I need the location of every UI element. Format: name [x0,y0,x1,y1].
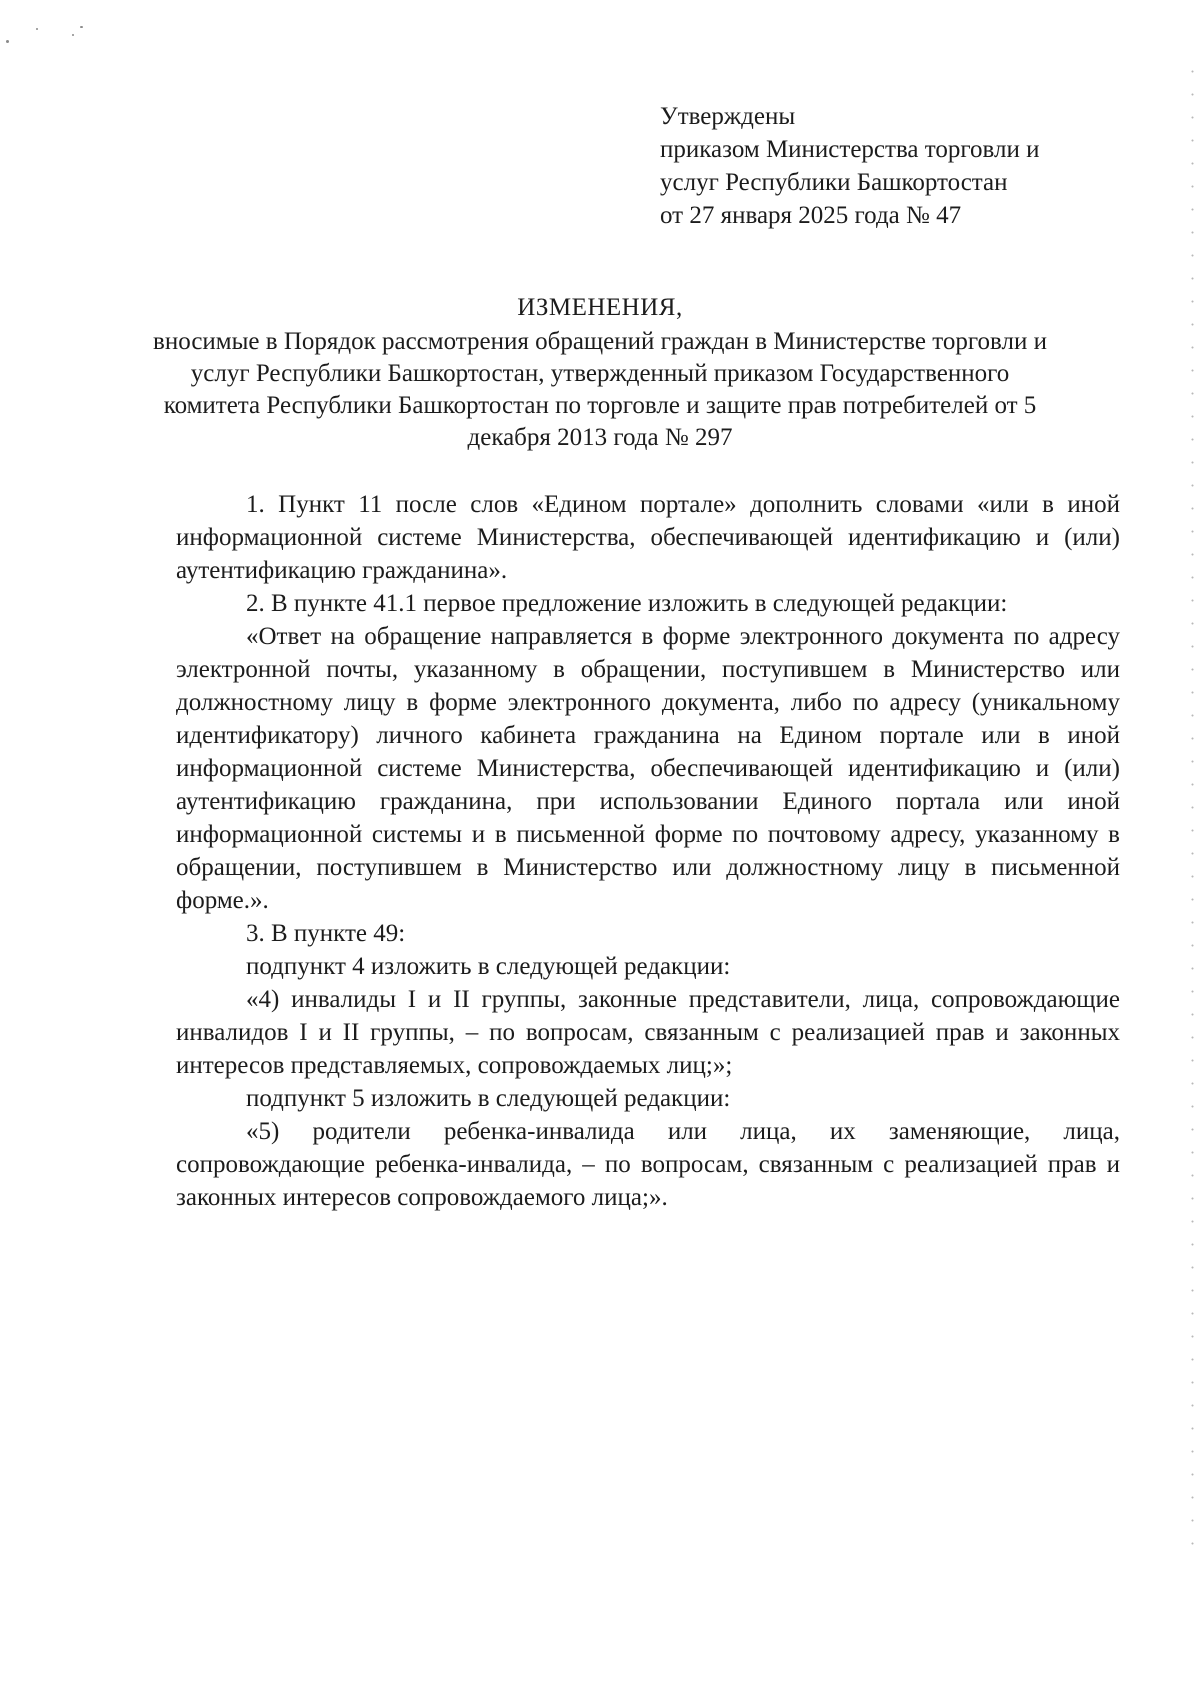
document-title-block [150,292,1050,454]
paragraph: 2. В пункте 41.1 первое предложение изложить в следующей редакции: [246,590,1008,617]
paragraph: «5) родители ребенка-инвалида или лица, их заменяющие, лица, сопровождающие ребенка-инвалида, – по вопросам, связанным с реализацией прав и законных интересов сопровождаемого лица;». [176,1118,1120,1211]
approval-stamp-block [660,100,1180,232]
scan-speck [80,26,83,28]
scan-speck [72,34,74,36]
scan-edge-marks [1191,60,1194,1560]
paragraph: подпункт 4 изложить в следующей редакции: [246,953,731,980]
document-body [176,488,1120,1214]
scan-speck [6,40,9,43]
document-heading: ИЗМЕНЕНИЯ, [517,294,683,321]
paragraph: 1. Пункт 11 после слов «Едином портале» дополнить словами «или в иной информационной системе Министерства, обеспечивающей идентификацию и (или) аутентификацию гражданина». [176,491,1120,584]
paragraph: подпункт 5 изложить в следующей редакции: [246,1085,731,1112]
paragraph: «4) инвалиды I и II группы, законные представители, лица, сопровождающие инвалидов I и II группы, – по вопросам, связанным с реализацией прав и законных интересов представляемых, сопровождаемых лиц;»; [176,986,1120,1079]
paragraph: 3. В пункте 49: [246,920,406,947]
approval-line: от 27 января 2025 года № 47 [660,202,962,229]
approval-line: Утверждены [660,103,796,130]
scan-speck [36,28,38,30]
approval-line: приказом Министерства торговли и [660,136,1040,163]
approval-line: услуг Республики Башкортостан [660,169,1008,196]
paragraph: «Ответ на обращение направляется в форме электронного документа по адресу электронной почты, указанному в обращении, поступившем в Министерство или должностному лицу в форме электронного документа, либо по адресу (уникальному идентификатору) личного кабинета гражданина на Едином портале или в иной информационной системе Министерства, обеспечивающей идентификацию и (или) аутентификацию гражданина, при использовании Единого портала или иной информационной системы и в письменной форме по почтовому адресу, указанному в обращении, поступившем в Министерство или должностному лицу в письменной форме.». [176,623,1120,914]
document-subtitle: вносимые в Порядок рассмотрения обращений граждан в Министерстве торговли и услуг Республики Башкортостан, утвержденный приказом Государственного комитета Республики Башкортостан по торговле и защите прав потребителей от 5 декабря 2013 года № 297 [153,328,1047,451]
